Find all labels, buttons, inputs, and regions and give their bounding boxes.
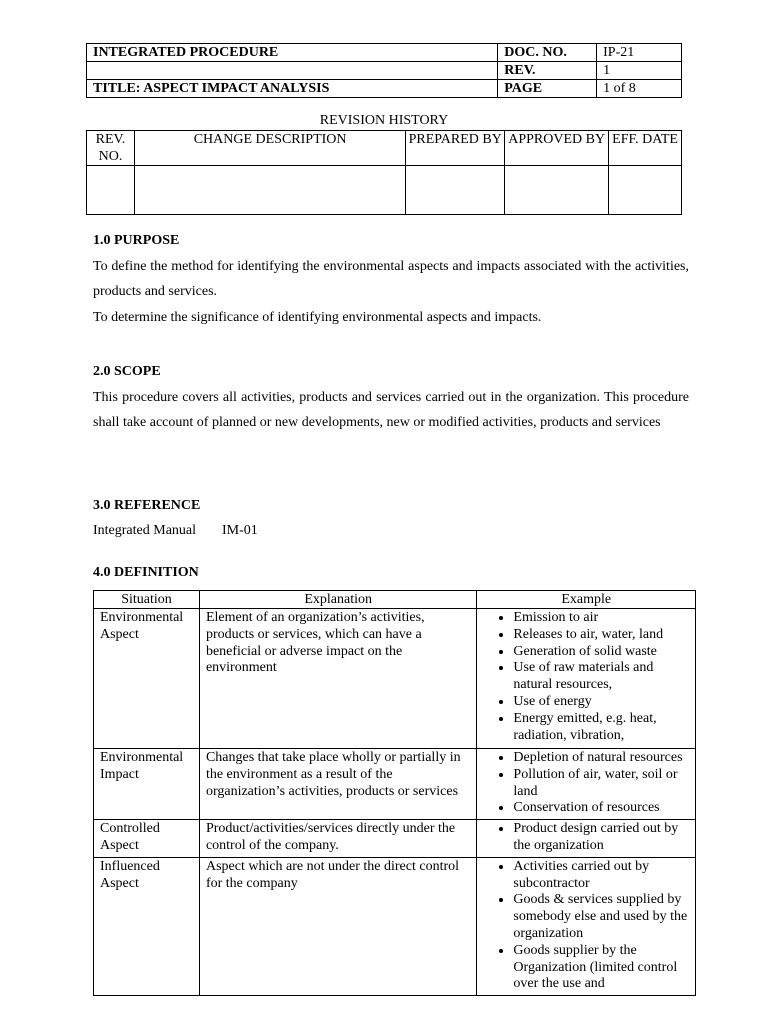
purpose-paragraph-2: To determine the significance of identifying environmental aspects and impacts. (93, 310, 542, 325)
prepared-by-header: PREPARED BY (406, 131, 505, 166)
revision-cell (609, 166, 682, 215)
explanation-cell: Product/activities/services directly under the control of the company. (199, 820, 476, 858)
explanation-cell: Changes that take place wholly or partially in the environment as a result of the organization’s activities, products or services (199, 749, 476, 820)
example-cell (477, 820, 696, 858)
list-item: • Goods & services supplied by somebody else and used by the organization (513, 892, 689, 942)
table-row (94, 749, 696, 820)
list-item: • Generation of solid waste (513, 644, 689, 661)
revision-history-table (86, 130, 682, 215)
revision-cell (134, 166, 405, 215)
table-row (94, 820, 696, 858)
revision-cell (87, 166, 135, 215)
rev-label: REV. (498, 62, 597, 80)
rev-value: 1 (597, 62, 682, 80)
example-list (483, 859, 689, 993)
example-list (483, 750, 689, 817)
reference-line (93, 523, 258, 539)
list-item: • Product design carried out by the organization (513, 821, 689, 855)
table-row (94, 857, 696, 995)
example-cell (477, 609, 696, 749)
purpose-heading: 1.0 PURPOSE (93, 233, 180, 248)
situation-cell: Influenced Aspect (94, 857, 200, 995)
situation-cell: Environmental Aspect (94, 609, 200, 749)
explanation-header: Explanation (199, 591, 476, 609)
list-item: • Pollution of air, water, soil or land (513, 767, 689, 801)
list-item: • Energy emitted, e.g. heat, radiation, vibration, (513, 711, 689, 745)
reference-doc-code: IM-01 (222, 523, 258, 538)
scope-heading: 2.0 SCOPE (93, 364, 161, 379)
list-item: • Use of raw materials and natural resources, (513, 660, 689, 694)
document-header-table (86, 43, 682, 98)
list-item: • Emission to air (513, 610, 689, 627)
list-item: • Goods supplier by the Organization (limited control over the use and (513, 943, 689, 993)
situation-cell: Controlled Aspect (94, 820, 200, 858)
example-list (483, 821, 689, 855)
revision-history-title: REVISION HISTORY (319, 113, 449, 128)
list-item: • Releases to air, water, land (513, 627, 689, 644)
rev-no-header: REV. NO. (87, 131, 135, 166)
situation-cell: Environmental Impact (94, 749, 200, 820)
purpose-paragraph-1: To define the method for identifying the environmental aspects and impacts associated with the activities, products and services. (93, 259, 689, 299)
doc-no-label: DOC. NO. (498, 44, 597, 62)
change-description-header: CHANGE DESCRIPTION (134, 131, 405, 166)
explanation-cell: Aspect which are not under the direct control for the company (199, 857, 476, 995)
list-item: • Activities carried out by subcontractor (513, 859, 689, 893)
table-row (94, 609, 696, 749)
page-value: 1 of 8 (597, 80, 682, 98)
explanation-cell: Element of an organization’s activities, products or services, which can have a beneficial or adverse impact on the environment (199, 609, 476, 749)
example-cell (477, 749, 696, 820)
list-item: • Depletion of natural resources (513, 750, 689, 767)
revision-cell (406, 166, 505, 215)
header-blank-cell (87, 62, 498, 80)
reference-doc-name: Integrated Manual (93, 523, 197, 538)
doc-no-value: IP-21 (597, 44, 682, 62)
list-item: • Use of energy (513, 694, 689, 711)
eff-date-header: EFF. DATE (609, 131, 682, 166)
definition-heading: 4.0 DEFINITION (93, 565, 199, 580)
procedure-label: INTEGRATED PROCEDURE (87, 44, 498, 62)
example-header: Example (477, 591, 696, 609)
revision-row (87, 166, 682, 215)
situation-header: Situation (94, 591, 200, 609)
page-label: PAGE (498, 80, 597, 98)
approved-by-header: APPROVED BY (505, 131, 609, 166)
example-list (483, 610, 689, 744)
definition-table (93, 590, 696, 996)
scope-paragraph: This procedure covers all activities, products and services carried out in the organization. This procedure shall take account of planned or new developments, new or modified activities, products and services (93, 390, 689, 430)
revision-cell (505, 166, 609, 215)
reference-heading: 3.0 REFERENCE (93, 498, 201, 513)
example-cell (477, 857, 696, 995)
list-item: • Conservation of resources (513, 800, 689, 817)
document-title: TITLE: ASPECT IMPACT ANALYSIS (87, 80, 498, 98)
